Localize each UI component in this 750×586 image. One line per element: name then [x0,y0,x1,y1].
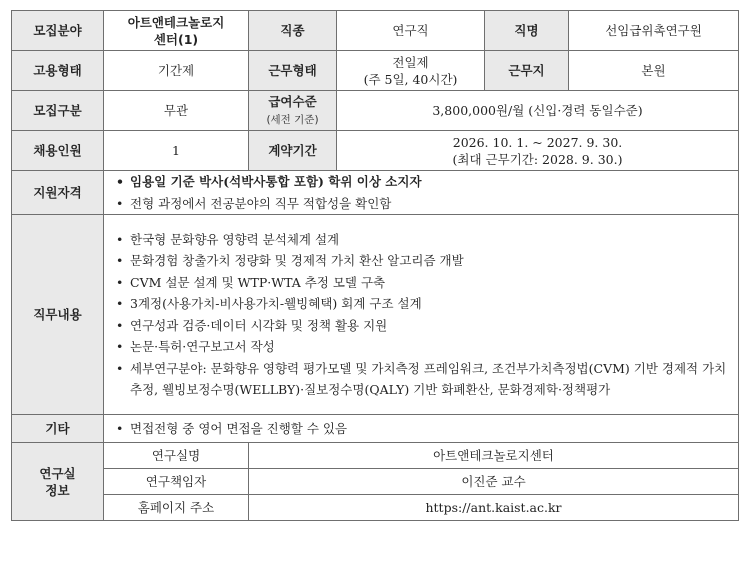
duty-item: • 한국형 문화향유 영향력 분석체계 설계 [130,229,732,251]
duty-item: • 연구성과 검증·데이터 시각화 및 정책 활용 지원 [130,315,732,337]
label-research-info [12,443,104,521]
recruit-field-line2: 센터(1) [153,31,199,47]
label-lab-name: 연구실명 [104,443,249,469]
work-type-main: 전일제 [392,54,429,70]
row-recruit-field [12,11,739,51]
label-recruit-field: 모집분야 [12,11,104,51]
work-type-detail: (주 5일, 40시간) [363,71,458,87]
label-workplace: 근무지 [485,51,569,91]
value-pi: 이진준 교수 [249,469,739,495]
qualification-item: • 전형 과정에서 전공분야의 직무 적합성을 확인함 [130,193,732,215]
etc-item: • 면접전형 중 영어 면접을 진행할 수 있음 [130,418,732,440]
duty-item: • 논문·특허·연구보고서 작성 [130,336,732,358]
row-pi [12,469,739,495]
value-homepage: https://ant.kaist.ac.kr [249,495,739,521]
row-duties [12,215,739,415]
label-etc: 기타 [12,415,104,443]
label-salary [249,91,337,131]
duty-item: • 문화경험 창출가치 정량화 및 경제적 가치 환산 알고리즘 개발 [130,250,732,272]
row-homepage [12,495,739,521]
row-employment [12,51,739,91]
row-headcount [12,131,739,171]
label-homepage: 홈페이지 주소 [104,495,249,521]
label-job-title: 직명 [485,11,569,51]
value-job-type: 연구직 [337,11,485,51]
label-job-type: 직종 [249,11,337,51]
value-employment-type: 기간제 [104,51,249,91]
recruit-field-line1: 아트앤테크놀로지 [127,14,225,30]
label-duties: 직무내용 [12,215,104,415]
row-salary [12,91,739,131]
value-lab-name: 아트앤테크놀로지센터 [249,443,739,469]
qualification-list [104,171,739,215]
label-qualification: 지원자격 [12,171,104,215]
research-info-line1: 연구실 [39,465,76,481]
salary-label-sub: (세전 기준) [266,113,319,126]
label-headcount: 채용인원 [12,131,104,171]
qualification-item: • 임용일 기준 박사(석박사통합 포함) 학위 이상 소지자 [130,171,732,193]
value-salary: 3,800,000원/월 (신입·경력 동일수준) [337,91,739,131]
contract-period-max: (최대 근무기간: 2028. 9. 30.) [452,151,623,167]
row-etc [12,415,739,443]
row-qualification [12,171,739,215]
job-posting-table [11,10,739,521]
value-recruit-field [104,11,249,51]
row-lab-name [12,443,739,469]
contract-period-main: 2026. 10. 1. ~ 2027. 9. 30. [452,134,623,150]
label-recruit-category: 모집구분 [12,91,104,131]
label-work-type: 근무형태 [249,51,337,91]
value-contract-period [337,131,739,171]
duty-item: • 세부연구분야: 문화향유 영향력 평가모델 및 가치측정 프레임워크, 조건부가치측정법(CVM) 기반 경제적 가치 추정, 웰빙보정수명(WELLBY)·질보정수명(QALY) 기반 화폐환산, 문화경제학·정책평가 [130,358,732,401]
value-headcount: 1 [104,131,249,171]
label-pi: 연구책임자 [104,469,249,495]
value-recruit-category: 무관 [104,91,249,131]
label-contract-period: 계약기간 [249,131,337,171]
value-work-type [337,51,485,91]
label-employment-type: 고용형태 [12,51,104,91]
value-workplace: 본원 [569,51,739,91]
duty-item: • 3계정(사용가치-비사용가치-웰빙혜택) 회계 구조 설계 [130,293,732,315]
etc-list [104,415,739,443]
salary-label-main: 급여수준 [268,93,317,109]
value-job-title: 선임급위촉연구원 [569,11,739,51]
duty-item: • CVM 설문 설계 및 WTP·WTA 추정 모델 구축 [130,272,732,294]
duties-list [104,215,739,415]
research-info-line2: 정보 [45,482,70,498]
